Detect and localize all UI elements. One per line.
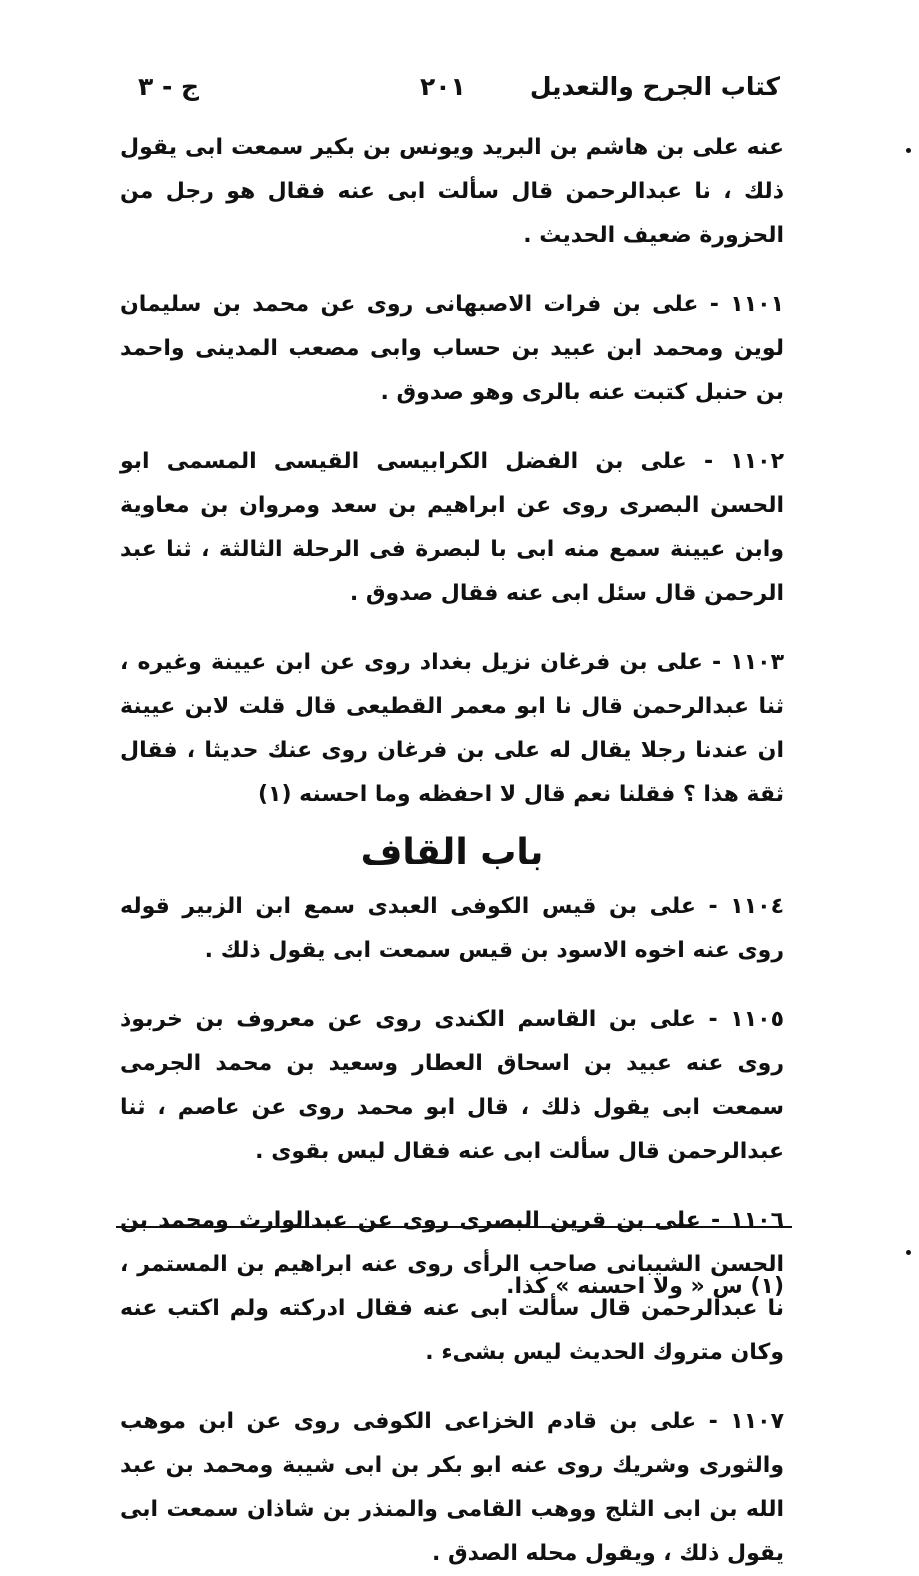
margin-dot <box>906 148 911 153</box>
entry-1107: ١١٠٧ - على بن قادم الخزاعى الكوفى روى عن ابن موهب والثورى وشريك روى عنه ابو بكر بن ابى شيبة ومحمد بن عبد الله بن ابى الثلج ووهب القامى والمنذر بن شاذان سمعت ابى يقول ذلك ، ويقول محله الصدق . <box>120 1409 784 1566</box>
continued-paragraph: عنه على بن هاشم بن البريد ويونس بن بكير سمعت ابى يقول ذلك ، نا عبدالرحمن قال سألت ابى عنه فقال هو رجل من الحزورة ضعيف الحديث . <box>120 135 784 248</box>
footnote: (١) س « ولا احسنه » كذا. <box>506 1274 784 1299</box>
section-heading: باب القاف <box>360 832 544 873</box>
entry-1106: ١١٠٦ - على بن قرين البصرى روى عن عبدالوارث ومحمد بن الحسن الشيبانى صاحب الرأى روى عنه ابراهيم بن المستمر ، نا عبدالرحمن قال سألت ابى عنه فقال ادركته ولم اكتب عنه وكان متروك الحديث ليس بشىء . <box>120 1208 784 1365</box>
volume-label: ج - ٣ <box>138 72 200 101</box>
entry-1103: ١١٠٣ - على بن فرغان نزيل بغداد روى عن ابن عيينة وغيره ، ثنا عبدالرحمن قال نا ابو معمر القطيعى قال قلت لابن عيينة ان عندنا رجلا يقال له على بن فرغان روى عنك حديثا ، فقال ثقة هذا ؟ فقلنا نعم قال لا احفظه وما احسنه (١) <box>120 650 784 807</box>
running-title: كتاب الجرح والتعديل <box>529 72 780 101</box>
margin-dot <box>906 1250 911 1255</box>
entry-1105: ١١٠٥ - على بن القاسم الكندى روى عن معروف بن خربوذ روى عنه عبيد بن اسحاق العطار وسعيد بن محمد الجرمى سمعت ابى يقول ذلك ، قال ابو محمد روى عن عاصم ، ثنا عبدالرحمن قال سألت ابى عنه فقال ليس بقوى . <box>120 1007 784 1164</box>
footnote-divider <box>116 1226 792 1228</box>
entry-1104: ١١٠٤ - على بن قيس الكوفى العبدى سمع ابن الزبير قوله روى عنه اخوه الاسود بن قيس سمعت ابى يقول ذلك . <box>120 894 784 963</box>
page-number: ٢٠١ <box>420 72 466 101</box>
main-text <box>120 126 784 1576</box>
entry-1101: ١١٠١ - على بن فرات الاصبهانى روى عن محمد بن سليمان لوين ومحمد ابن عبيد بن حساب وابى مصعب المدينى واحمد بن حنبل كتبت عنه بالرى وهو صدوق . <box>120 292 784 405</box>
page-header <box>120 72 780 122</box>
entry-1102: ١١٠٢ - على بن الفضل الكرابيسى القيسى المسمى ابو الحسن البصرى روى عن ابراهيم بن سعد ومروان بن معاوية وابن عيينة سمع منه ابى با لبصرة فى الرحلة الثالثة ، ثنا عبد الرحمن قال سئل ابى عنه فقال صدوق . <box>120 449 784 606</box>
